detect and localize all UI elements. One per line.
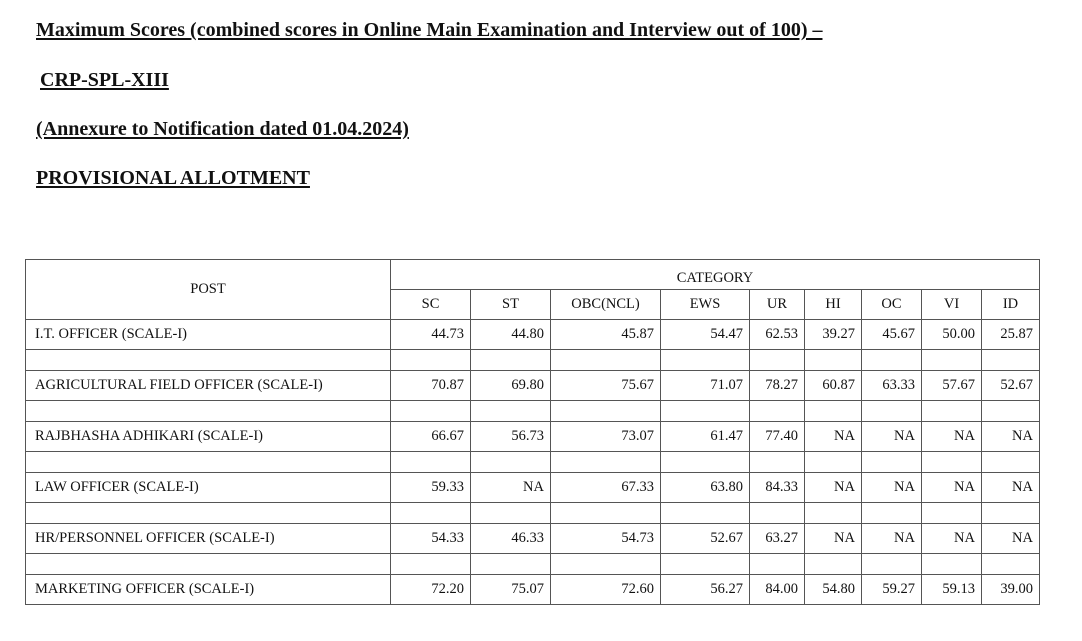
score-cell: NA — [805, 473, 862, 503]
post-name-cell: LAW OFFICER (SCALE-I) — [26, 473, 391, 503]
spacer-cell — [551, 503, 661, 524]
spacer-cell — [391, 350, 471, 371]
score-cell: 75.07 — [471, 575, 551, 605]
score-cell: 63.80 — [661, 473, 750, 503]
spacer-cell — [982, 350, 1040, 371]
spacer-row — [26, 350, 1040, 371]
score-cell: 45.87 — [551, 320, 661, 350]
post-name-cell: I.T. OFFICER (SCALE-I) — [26, 320, 391, 350]
spacer-cell — [922, 452, 982, 473]
score-cell: 44.73 — [391, 320, 471, 350]
score-cell: NA — [922, 524, 982, 554]
score-cell: 69.80 — [471, 371, 551, 401]
score-cell: 61.47 — [661, 422, 750, 452]
table-row — [26, 524, 1040, 554]
category-group-header: CATEGORY — [391, 260, 1040, 290]
score-cell: NA — [922, 473, 982, 503]
score-cell: 45.67 — [862, 320, 922, 350]
allotment-status-heading: PROVISIONAL ALLOTMENT — [36, 167, 310, 189]
spacer-cell — [551, 554, 661, 575]
score-cell: 77.40 — [750, 422, 805, 452]
spacer-cell — [862, 554, 922, 575]
spacer-cell — [750, 401, 805, 422]
post-name-cell: AGRICULTURAL FIELD OFFICER (SCALE-I) — [26, 371, 391, 401]
score-cell: 63.33 — [862, 371, 922, 401]
score-cell: NA — [862, 422, 922, 452]
score-cell: 70.87 — [391, 371, 471, 401]
table-row — [26, 422, 1040, 452]
score-cell: 72.20 — [391, 575, 471, 605]
spacer-cell — [862, 503, 922, 524]
score-cell: 54.47 — [661, 320, 750, 350]
score-cell: NA — [922, 422, 982, 452]
spacer-cell — [805, 350, 862, 371]
post-name-cell: RAJBHASHA ADHIKARI (SCALE-I) — [26, 422, 391, 452]
spacer-row — [26, 503, 1040, 524]
spacer-cell — [805, 554, 862, 575]
recruitment-code: CRP-SPL-XIII — [40, 69, 169, 91]
score-cell: 44.80 — [471, 320, 551, 350]
category-header-ews: EWS — [661, 290, 750, 320]
spacer-cell — [982, 401, 1040, 422]
score-cell: 59.13 — [922, 575, 982, 605]
score-cell: 52.67 — [661, 524, 750, 554]
spacer-cell — [982, 554, 1040, 575]
spacer-cell — [750, 554, 805, 575]
table-row — [26, 320, 1040, 350]
score-cell: 57.67 — [922, 371, 982, 401]
spacer-cell — [862, 401, 922, 422]
spacer-cell — [922, 503, 982, 524]
spacer-cell — [661, 401, 750, 422]
post-name-cell: HR/PERSONNEL OFFICER (SCALE-I) — [26, 524, 391, 554]
score-cell: NA — [471, 473, 551, 503]
spacer-cell — [26, 401, 391, 422]
score-cell: 46.33 — [471, 524, 551, 554]
table-row — [26, 473, 1040, 503]
spacer-cell — [471, 503, 551, 524]
spacer-cell — [750, 452, 805, 473]
score-cell: NA — [982, 473, 1040, 503]
score-cell: 25.87 — [982, 320, 1040, 350]
document-title: Maximum Scores (combined scores in Online Main Examination and Interview out of 100) – — [36, 19, 823, 41]
score-cell: 54.73 — [551, 524, 661, 554]
category-header-st: ST — [471, 290, 551, 320]
spacer-cell — [750, 350, 805, 371]
spacer-cell — [922, 350, 982, 371]
spacer-cell — [982, 503, 1040, 524]
score-cell: 84.33 — [750, 473, 805, 503]
table-row — [26, 575, 1040, 605]
spacer-cell — [805, 452, 862, 473]
spacer-cell — [471, 350, 551, 371]
score-cell: 59.27 — [862, 575, 922, 605]
score-cell: 59.33 — [391, 473, 471, 503]
spacer-cell — [551, 401, 661, 422]
category-header-hi: HI — [805, 290, 862, 320]
spacer-cell — [862, 350, 922, 371]
spacer-cell — [391, 401, 471, 422]
score-cell: 67.33 — [551, 473, 661, 503]
spacer-cell — [661, 554, 750, 575]
category-header-oc: OC — [862, 290, 922, 320]
score-cell: 78.27 — [750, 371, 805, 401]
spacer-cell — [391, 503, 471, 524]
post-column-header: POST — [26, 260, 391, 320]
spacer-cell — [922, 554, 982, 575]
score-cell: 39.00 — [982, 575, 1040, 605]
score-cell: 75.67 — [551, 371, 661, 401]
spacer-cell — [661, 350, 750, 371]
spacer-cell — [551, 350, 661, 371]
spacer-cell — [551, 452, 661, 473]
spacer-cell — [471, 452, 551, 473]
score-cell: 52.67 — [982, 371, 1040, 401]
score-cell: 56.73 — [471, 422, 551, 452]
spacer-cell — [922, 401, 982, 422]
score-cell: 62.53 — [750, 320, 805, 350]
score-cell: 60.87 — [805, 371, 862, 401]
spacer-cell — [805, 401, 862, 422]
spacer-cell — [982, 452, 1040, 473]
score-cell: 54.80 — [805, 575, 862, 605]
table-row — [26, 371, 1040, 401]
spacer-cell — [805, 503, 862, 524]
spacer-cell — [471, 554, 551, 575]
spacer-cell — [26, 350, 391, 371]
score-cell: 73.07 — [551, 422, 661, 452]
score-cell: 54.33 — [391, 524, 471, 554]
spacer-cell — [750, 503, 805, 524]
score-cell: NA — [862, 473, 922, 503]
score-cell: NA — [805, 524, 862, 554]
spacer-cell — [26, 452, 391, 473]
spacer-row — [26, 554, 1040, 575]
category-header-obc-ncl: OBC(NCL) — [551, 290, 661, 320]
spacer-row — [26, 401, 1040, 422]
annexure-note: (Annexure to Notification dated 01.04.2024) — [36, 118, 409, 140]
score-cell: 56.27 — [661, 575, 750, 605]
spacer-cell — [471, 401, 551, 422]
score-cell: 66.67 — [391, 422, 471, 452]
spacer-cell — [862, 452, 922, 473]
spacer-cell — [26, 503, 391, 524]
spacer-cell — [391, 452, 471, 473]
score-cell: NA — [982, 524, 1040, 554]
category-header-ur: UR — [750, 290, 805, 320]
spacer-cell — [661, 452, 750, 473]
score-cell: NA — [862, 524, 922, 554]
post-name-cell: MARKETING OFFICER (SCALE-I) — [26, 575, 391, 605]
score-cell: 84.00 — [750, 575, 805, 605]
score-cell: 72.60 — [551, 575, 661, 605]
score-cell: 50.00 — [922, 320, 982, 350]
spacer-cell — [661, 503, 750, 524]
score-cell: NA — [982, 422, 1040, 452]
score-cell: 63.27 — [750, 524, 805, 554]
spacer-cell — [26, 554, 391, 575]
spacer-row — [26, 452, 1040, 473]
score-cell: NA — [805, 422, 862, 452]
category-header-sc: SC — [391, 290, 471, 320]
score-cell: 39.27 — [805, 320, 862, 350]
category-header-id: ID — [982, 290, 1040, 320]
score-cell: 71.07 — [661, 371, 750, 401]
spacer-cell — [391, 554, 471, 575]
category-header-vi: VI — [922, 290, 982, 320]
scores-table — [25, 259, 1040, 605]
